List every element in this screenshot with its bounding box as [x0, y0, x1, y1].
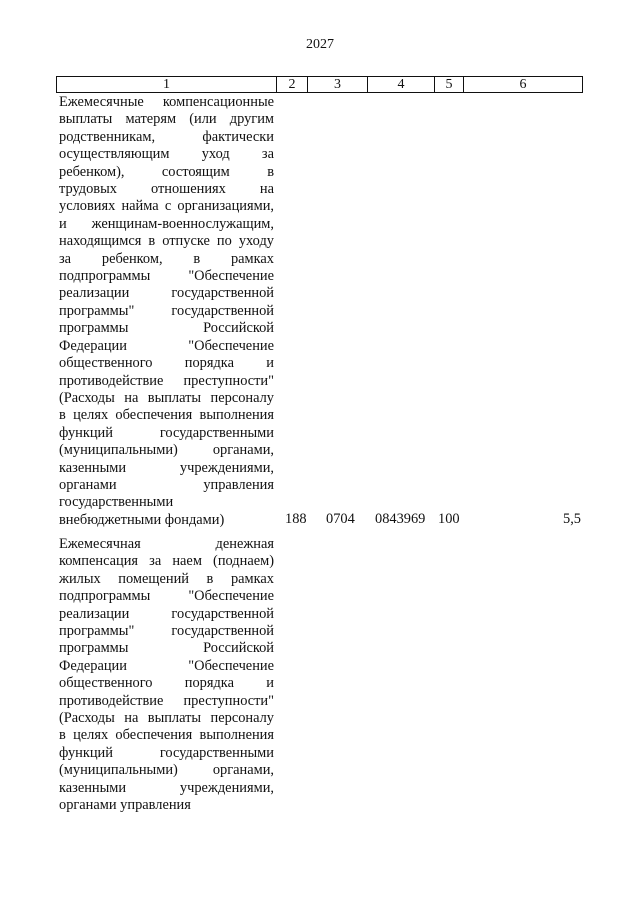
description-line: трудовых отношениях на — [59, 181, 274, 198]
description-line: государственными — [59, 494, 174, 511]
description-line: ребенком), состоящим в — [59, 163, 274, 180]
description-line: казенными учреждениями, — [59, 779, 274, 796]
description-line: внебюджетными фондами) — [59, 511, 225, 528]
column-header-3: 3 — [308, 77, 368, 93]
description-line: Ежемесячные компенсационные — [59, 94, 274, 110]
description-line: функций государственными — [59, 424, 274, 441]
description-line: осуществляющим уход за — [59, 146, 274, 163]
description-line: программы" государственной — [59, 302, 274, 319]
description-line: компенсация за наем (поднаем) — [59, 553, 274, 570]
description-line: реализации государственной — [59, 285, 274, 302]
description-line: противодействие преступности" — [59, 692, 274, 709]
description-line: реализации государственной — [59, 605, 274, 622]
column-header-6: 6 — [464, 77, 583, 93]
section-code: 0704 — [326, 511, 355, 527]
description-line: выплаты матерям (или другим — [59, 111, 274, 128]
column-header-4: 4 — [368, 77, 435, 93]
description-line: находящимся в отпуске по уходу — [59, 233, 274, 250]
description-line: родственникам, фактически — [59, 128, 274, 145]
description-line: подпрограммы "Обеспечение — [59, 268, 274, 285]
description-line: (муниципальными) органами, — [59, 442, 274, 459]
description-line: (Расходы на выплаты персоналу — [59, 710, 274, 727]
expense-type-code: 100 — [438, 511, 460, 527]
description-line: противодействие преступности" — [59, 372, 274, 389]
description-line: общественного порядка и — [59, 355, 274, 372]
description-line: (муниципальными) органами, — [59, 762, 274, 779]
row-description — [59, 536, 274, 815]
amount-value: 5,5 — [563, 511, 581, 527]
column-header-2: 2 — [277, 77, 308, 93]
target-article-code: 0843969 — [375, 511, 426, 527]
description-line: функций государственными — [59, 744, 274, 761]
row-description — [59, 94, 274, 529]
description-line: программы" государственной — [59, 623, 274, 640]
description-line: в целях обеспечения выполнения — [59, 407, 274, 424]
description-line: Федерации "Обеспечение — [59, 657, 274, 674]
column-number-header — [56, 76, 583, 93]
column-header-1: 1 — [57, 77, 277, 93]
description-line: Ежемесячная денежная — [59, 536, 274, 552]
description-line: органами управления — [59, 476, 274, 493]
column-header-5: 5 — [435, 77, 464, 93]
description-line: органами управления — [59, 797, 191, 814]
description-line: и женщинам-военнослужащим, — [59, 215, 274, 232]
description-line: в целях обеспечения выполнения — [59, 727, 274, 744]
ministry-code: 188 — [285, 511, 307, 527]
description-line: жилых помещений в рамках — [59, 570, 274, 587]
page-number: 2027 — [306, 37, 334, 52]
description-line: за ребенком, в рамках — [59, 250, 274, 267]
description-line: программы Российской — [59, 640, 274, 657]
description-line: условиях найма с организациями, — [59, 198, 274, 215]
description-line: общественного порядка и — [59, 675, 274, 692]
description-line: (Расходы на выплаты персоналу — [59, 389, 274, 406]
description-line: Федерации "Обеспечение — [59, 337, 274, 354]
description-line: казенными учреждениями, — [59, 459, 274, 476]
description-line: подпрограммы "Обеспечение — [59, 588, 274, 605]
description-line: программы Российской — [59, 320, 274, 337]
